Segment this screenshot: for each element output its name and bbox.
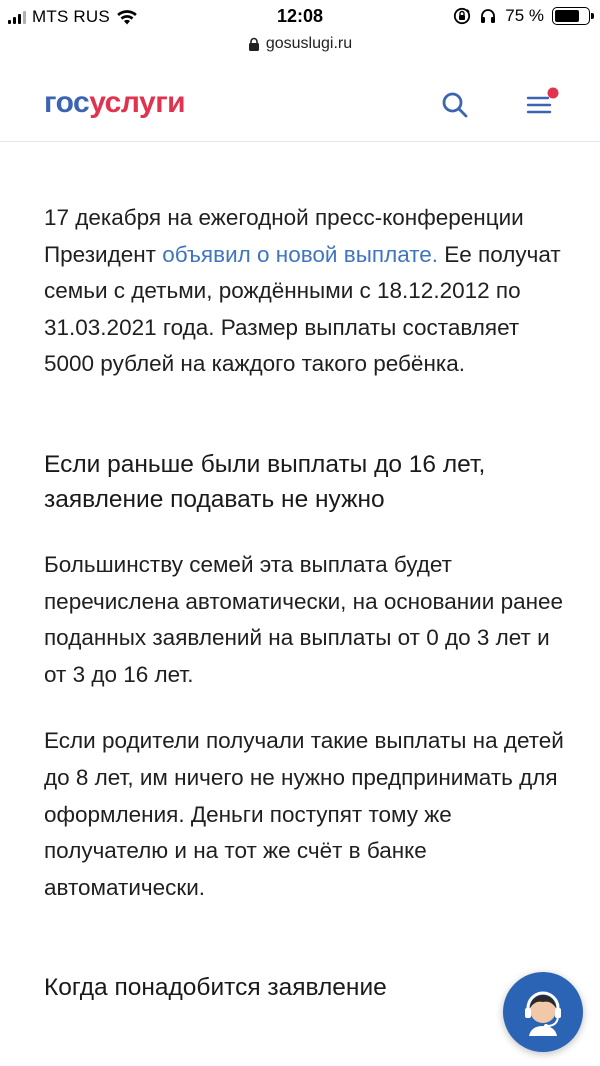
gosuslugi-logo[interactable] — [44, 86, 185, 120]
search-button[interactable] — [440, 90, 470, 120]
intro-text-2: Ее получат семьи с детьми, рождёнными с 18.12.2012 по 31.03.2021 года. Размер выплаты составляет 5000 рублей на каждого такого ребёнка. — [44, 241, 561, 377]
intro-text-1: 17 декабря на ежегодной пресс-конференции Президент — [44, 205, 524, 267]
support-agent-icon — [517, 986, 569, 1038]
article-content — [44, 200, 564, 1005]
intro-paragraph — [44, 200, 564, 383]
battery-fill — [555, 10, 579, 22]
logo-part-uslugi: услуги — [89, 86, 186, 119]
search-icon — [440, 90, 470, 120]
status-bar — [0, 0, 600, 34]
rotation-lock-icon — [453, 7, 471, 25]
announcement-link[interactable]: объявил о новой выплате. — [162, 241, 439, 267]
url-text: gosuslugi.ru — [265, 35, 353, 52]
site-header — [0, 62, 600, 142]
battery-percent: 75 % — [505, 6, 544, 25]
clock: 12:08 — [276, 6, 324, 26]
notification-dot — [548, 88, 559, 99]
support-chat-button[interactable] — [503, 972, 583, 1052]
menu-icon — [526, 86, 562, 120]
section-heading-no-application: Если раньше были выплаты до 16 лет, заявление подавать не нужно — [44, 450, 486, 513]
address-bar[interactable] — [0, 32, 600, 56]
logo-part-gos: гос — [44, 86, 90, 119]
carrier-name: MTS RUS — [32, 7, 110, 26]
status-right — [453, 6, 590, 26]
battery-icon — [552, 7, 590, 25]
auto-payment-paragraph: Большинству семей эта выплата будет перечислена автоматически, на основании ранее поданных заявлений на выплаты от 0 до 3 лет и от 3 до 16 лет. — [44, 551, 564, 687]
lock-icon — [248, 37, 260, 51]
headphones-icon — [479, 7, 497, 25]
under-8-paragraph: Если родители получали такие выплаты на детей до 8 лет, им ничего не нужно предпринимать для оформления. Деньги поступят тому же получателю и на тот же счёт в банке автоматически. — [44, 728, 564, 900]
menu-button[interactable] — [526, 86, 562, 120]
section-heading-when-needed: Когда понадобится заявление — [44, 974, 387, 1002]
